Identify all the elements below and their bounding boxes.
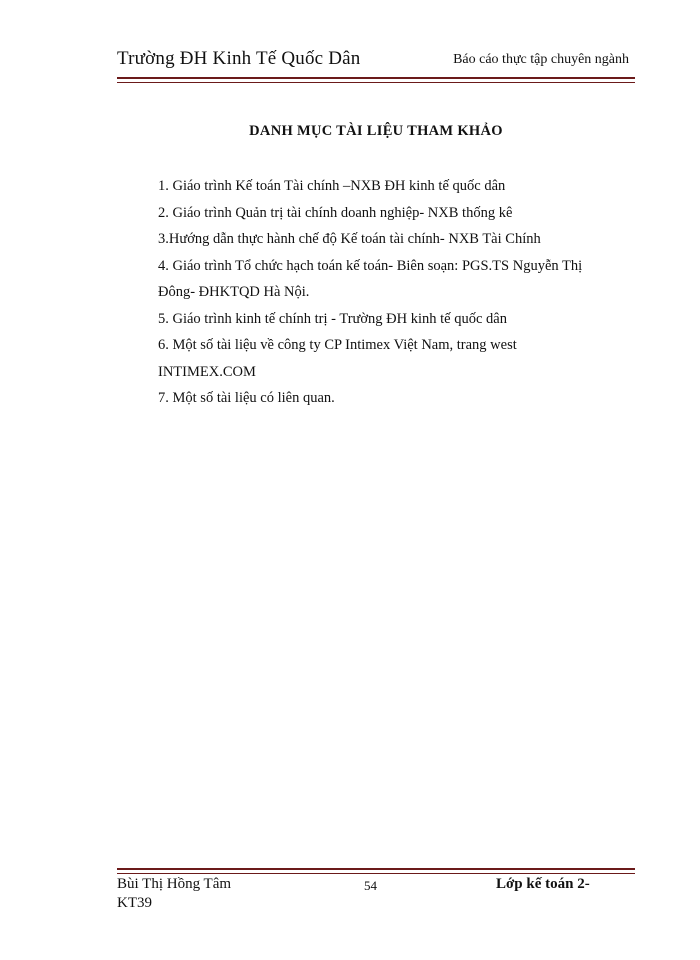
reference-list — [158, 173, 618, 412]
footer-class-label: Lớp kế toán 2- — [496, 876, 590, 892]
reference-item-2: 2. Giáo trình Quản trị tài chính doanh nghiệp- NXB thống kê — [158, 204, 513, 221]
footer-author: Bùi Thị Hồng Tâm — [117, 876, 232, 892]
reference-item-1: 1. Giáo trình Kế toán Tài chính –NXB ĐH kinh tế quốc dân — [158, 178, 506, 194]
header-university: Trường ĐH Kinh Tế Quốc Dân — [117, 48, 361, 69]
page-number: 54 — [364, 878, 377, 893]
header-report-type: Báo cáo thực tập chuyên ngành — [453, 52, 629, 67]
reference-item-4: 4. Giáo trình Tổ chức hạch toán kế toán- Biên soạn: PGS.TS Nguyễn Thị Đông- ĐHKTQD Hà Nội. — [158, 257, 583, 300]
page-title: DANH MỤC TÀI LIỆU THAM KHẢO — [249, 123, 503, 139]
reference-item-6: 6. Một số tài liệu về công ty CP Intimex Việt Nam, trang west INTIMEX.COM — [158, 337, 517, 380]
footer-class-code: KT39 — [117, 895, 152, 911]
reference-item-7: 7. Một số tài liệu có liên quan. — [158, 390, 335, 406]
reference-item-3: 3.Hướng dẫn thực hành chế độ Kế toán tài chính- NXB Tài Chính — [158, 231, 541, 247]
footer-divider — [117, 868, 635, 874]
reference-item-5: 5. Giáo trình kinh tế chính trị - Trường ĐH kinh tế quốc dân — [158, 310, 507, 327]
page-header — [117, 46, 635, 74]
header-divider — [117, 77, 635, 83]
